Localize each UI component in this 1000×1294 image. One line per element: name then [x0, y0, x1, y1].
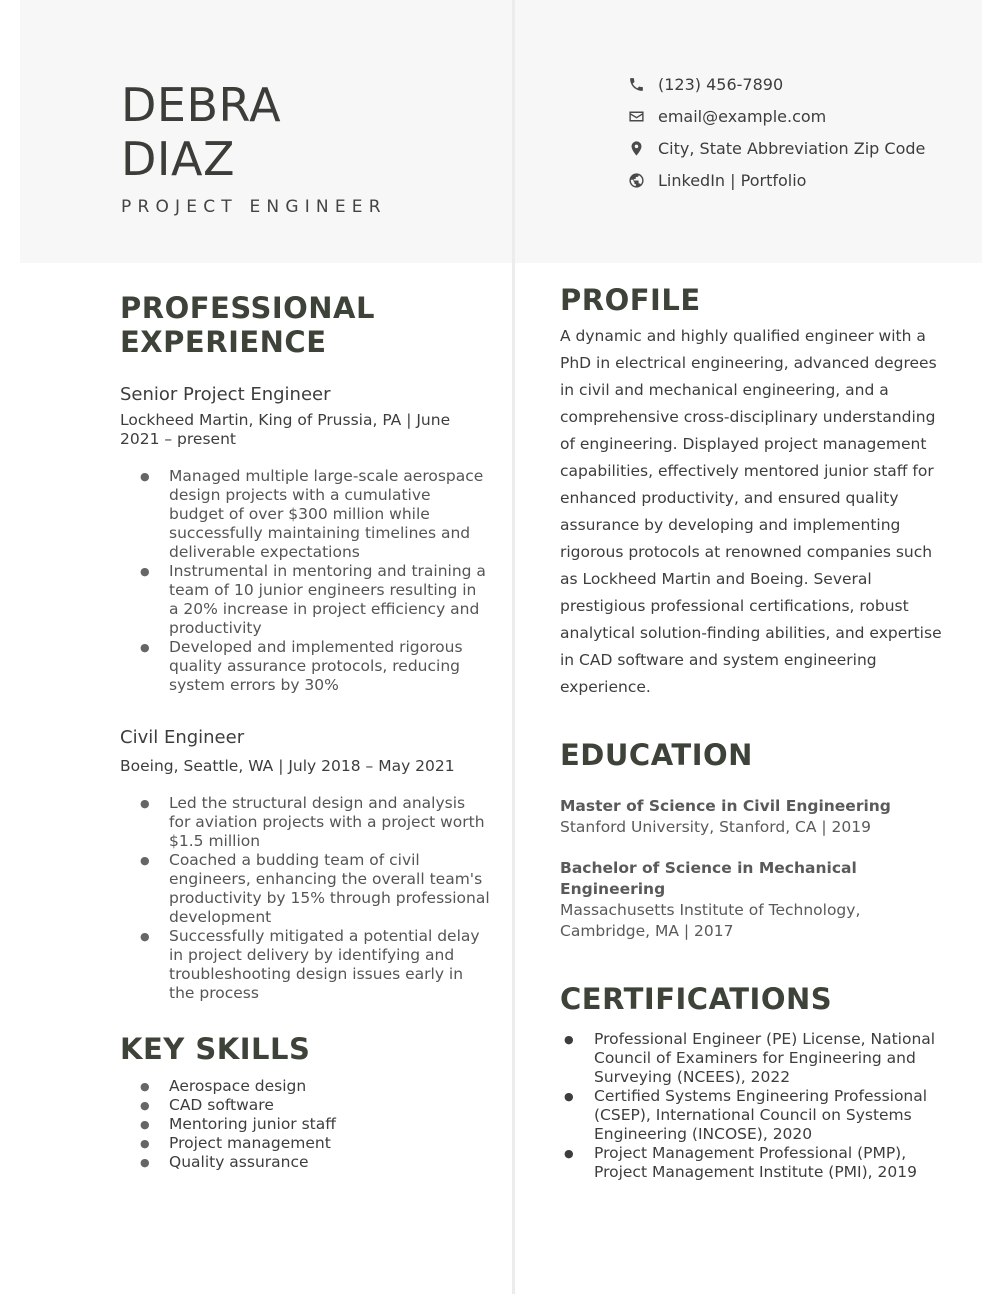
list-item: ● Quality assurance: [120, 1153, 490, 1172]
list-item: ● Managed multiple large-scale aerospace design projects with a cumulative budget of over $300 million while successfully maintaining timelines and deliverable expectations: [120, 467, 490, 562]
list-item: ● Led the structural design and analysis for aviation projects with a project worth $1.5 million: [120, 794, 490, 851]
email-text[interactable]: email@example.com: [658, 106, 827, 126]
left-column: [120, 291, 490, 1172]
education-degree: Bachelor of Science in Mechanical Engineering: [560, 859, 857, 898]
list-item: ● Coached a budding team of civil engineers, enhancing the overall team's productivity by 15% through professional development: [120, 851, 490, 927]
job-title-headline: PROJECT ENGINEER: [121, 197, 387, 217]
right-column: [560, 283, 950, 1182]
list-item: ● Aerospace design: [120, 1077, 490, 1096]
education-school: Massachusetts Institute of Technology, Cambridge, MA | 2017: [560, 901, 861, 940]
job-meta: Boeing, Seattle, WA | July 2018 – May 2021: [120, 757, 455, 775]
skills-list: [120, 1077, 490, 1172]
certifications-list: [560, 1030, 950, 1182]
job-meta: Lockheed Martin, King of Prussia, PA | June 2021 – present: [120, 411, 451, 448]
education-heading: EDUCATION: [560, 738, 753, 772]
education-entry: [560, 858, 950, 942]
education-school: Stanford University, Stanford, CA | 2019: [560, 818, 872, 836]
phone-icon: [627, 75, 645, 93]
list-item: ● Project management: [120, 1134, 490, 1153]
profile-heading: PROFILE: [560, 283, 701, 317]
links-text[interactable]: LinkedIn | Portfolio: [658, 170, 807, 190]
list-item: ● Instrumental in mentoring and training a team of 10 junior engineers resulting in a 20% increase in project efficiency and productivity: [120, 562, 490, 638]
education-degree: Master of Science in Civil Engineering: [560, 797, 891, 815]
phone-text[interactable]: (123) 456-7890: [658, 74, 784, 94]
list-item: ● Mentoring junior staff: [120, 1115, 490, 1134]
candidate-name: [121, 78, 281, 186]
list-item: ● Certified Systems Engineering Professional (CSEP), International Council on Systems Engineering (INCOSE), 2020: [560, 1087, 950, 1144]
list-item: ● Developed and implemented rigorous quality assurance protocols, reducing system errors by 30%: [120, 638, 490, 695]
certifications-heading: CERTIFICATIONS: [560, 982, 833, 1016]
location-text: City, State Abbreviation Zip Code: [658, 138, 926, 158]
list-item: ● CAD software: [120, 1096, 490, 1115]
contact-phone: [627, 68, 925, 100]
email-icon: [627, 107, 645, 125]
list-item: ● Professional Engineer (PE) License, National Council of Examiners for Engineering and Surveying (NCEES), 2022: [560, 1030, 950, 1087]
column-divider: [512, 0, 515, 1294]
list-item: ● Project Management Professional (PMP), Project Management Institute (PMI), 2019: [560, 1144, 950, 1182]
skills-heading: KEY SKILLS: [120, 1032, 311, 1066]
contact-block: [627, 68, 925, 196]
contact-email: [627, 100, 925, 132]
contact-links: [627, 164, 925, 196]
profile-text: A dynamic and highly qualified engineer with a PhD in electrical engineering, advanced degrees in civil and mechanical engineering, and a comprehensive cross-disciplinary understanding of engineering. Displayed project management capabilities, effectively mentored junior staff for enhanced productivity, and ensured quality assurance by developing and implementing rigorous protocols at renowned companies such as Lockheed Martin and Boeing. Several prestigious professional certifications, robust analytical solution-finding abilities, and expertise in CAD software and system engineering experience.: [560, 327, 942, 696]
last-name: DIAZ: [121, 132, 235, 186]
job-bullets: [120, 467, 490, 695]
list-item: ● Successfully mitigated a potential delay in project delivery by identifying and troubleshooting design issues early in the process: [120, 927, 490, 1003]
job-bullets: [120, 794, 490, 1003]
job-entry: [120, 726, 490, 1003]
experience-heading: [120, 291, 490, 359]
contact-location: [627, 132, 925, 164]
location-icon: [627, 139, 645, 157]
job-title: Senior Project Engineer: [120, 384, 331, 405]
globe-icon: [627, 171, 645, 189]
job-entry: [120, 383, 490, 695]
experience-heading-line2: EXPERIENCE: [120, 325, 327, 359]
first-name: DEBRA: [121, 78, 282, 132]
job-title: Civil Engineer: [120, 727, 245, 748]
experience-heading-line1: PROFESSIONAL: [120, 291, 375, 325]
education-entry: [560, 796, 950, 838]
